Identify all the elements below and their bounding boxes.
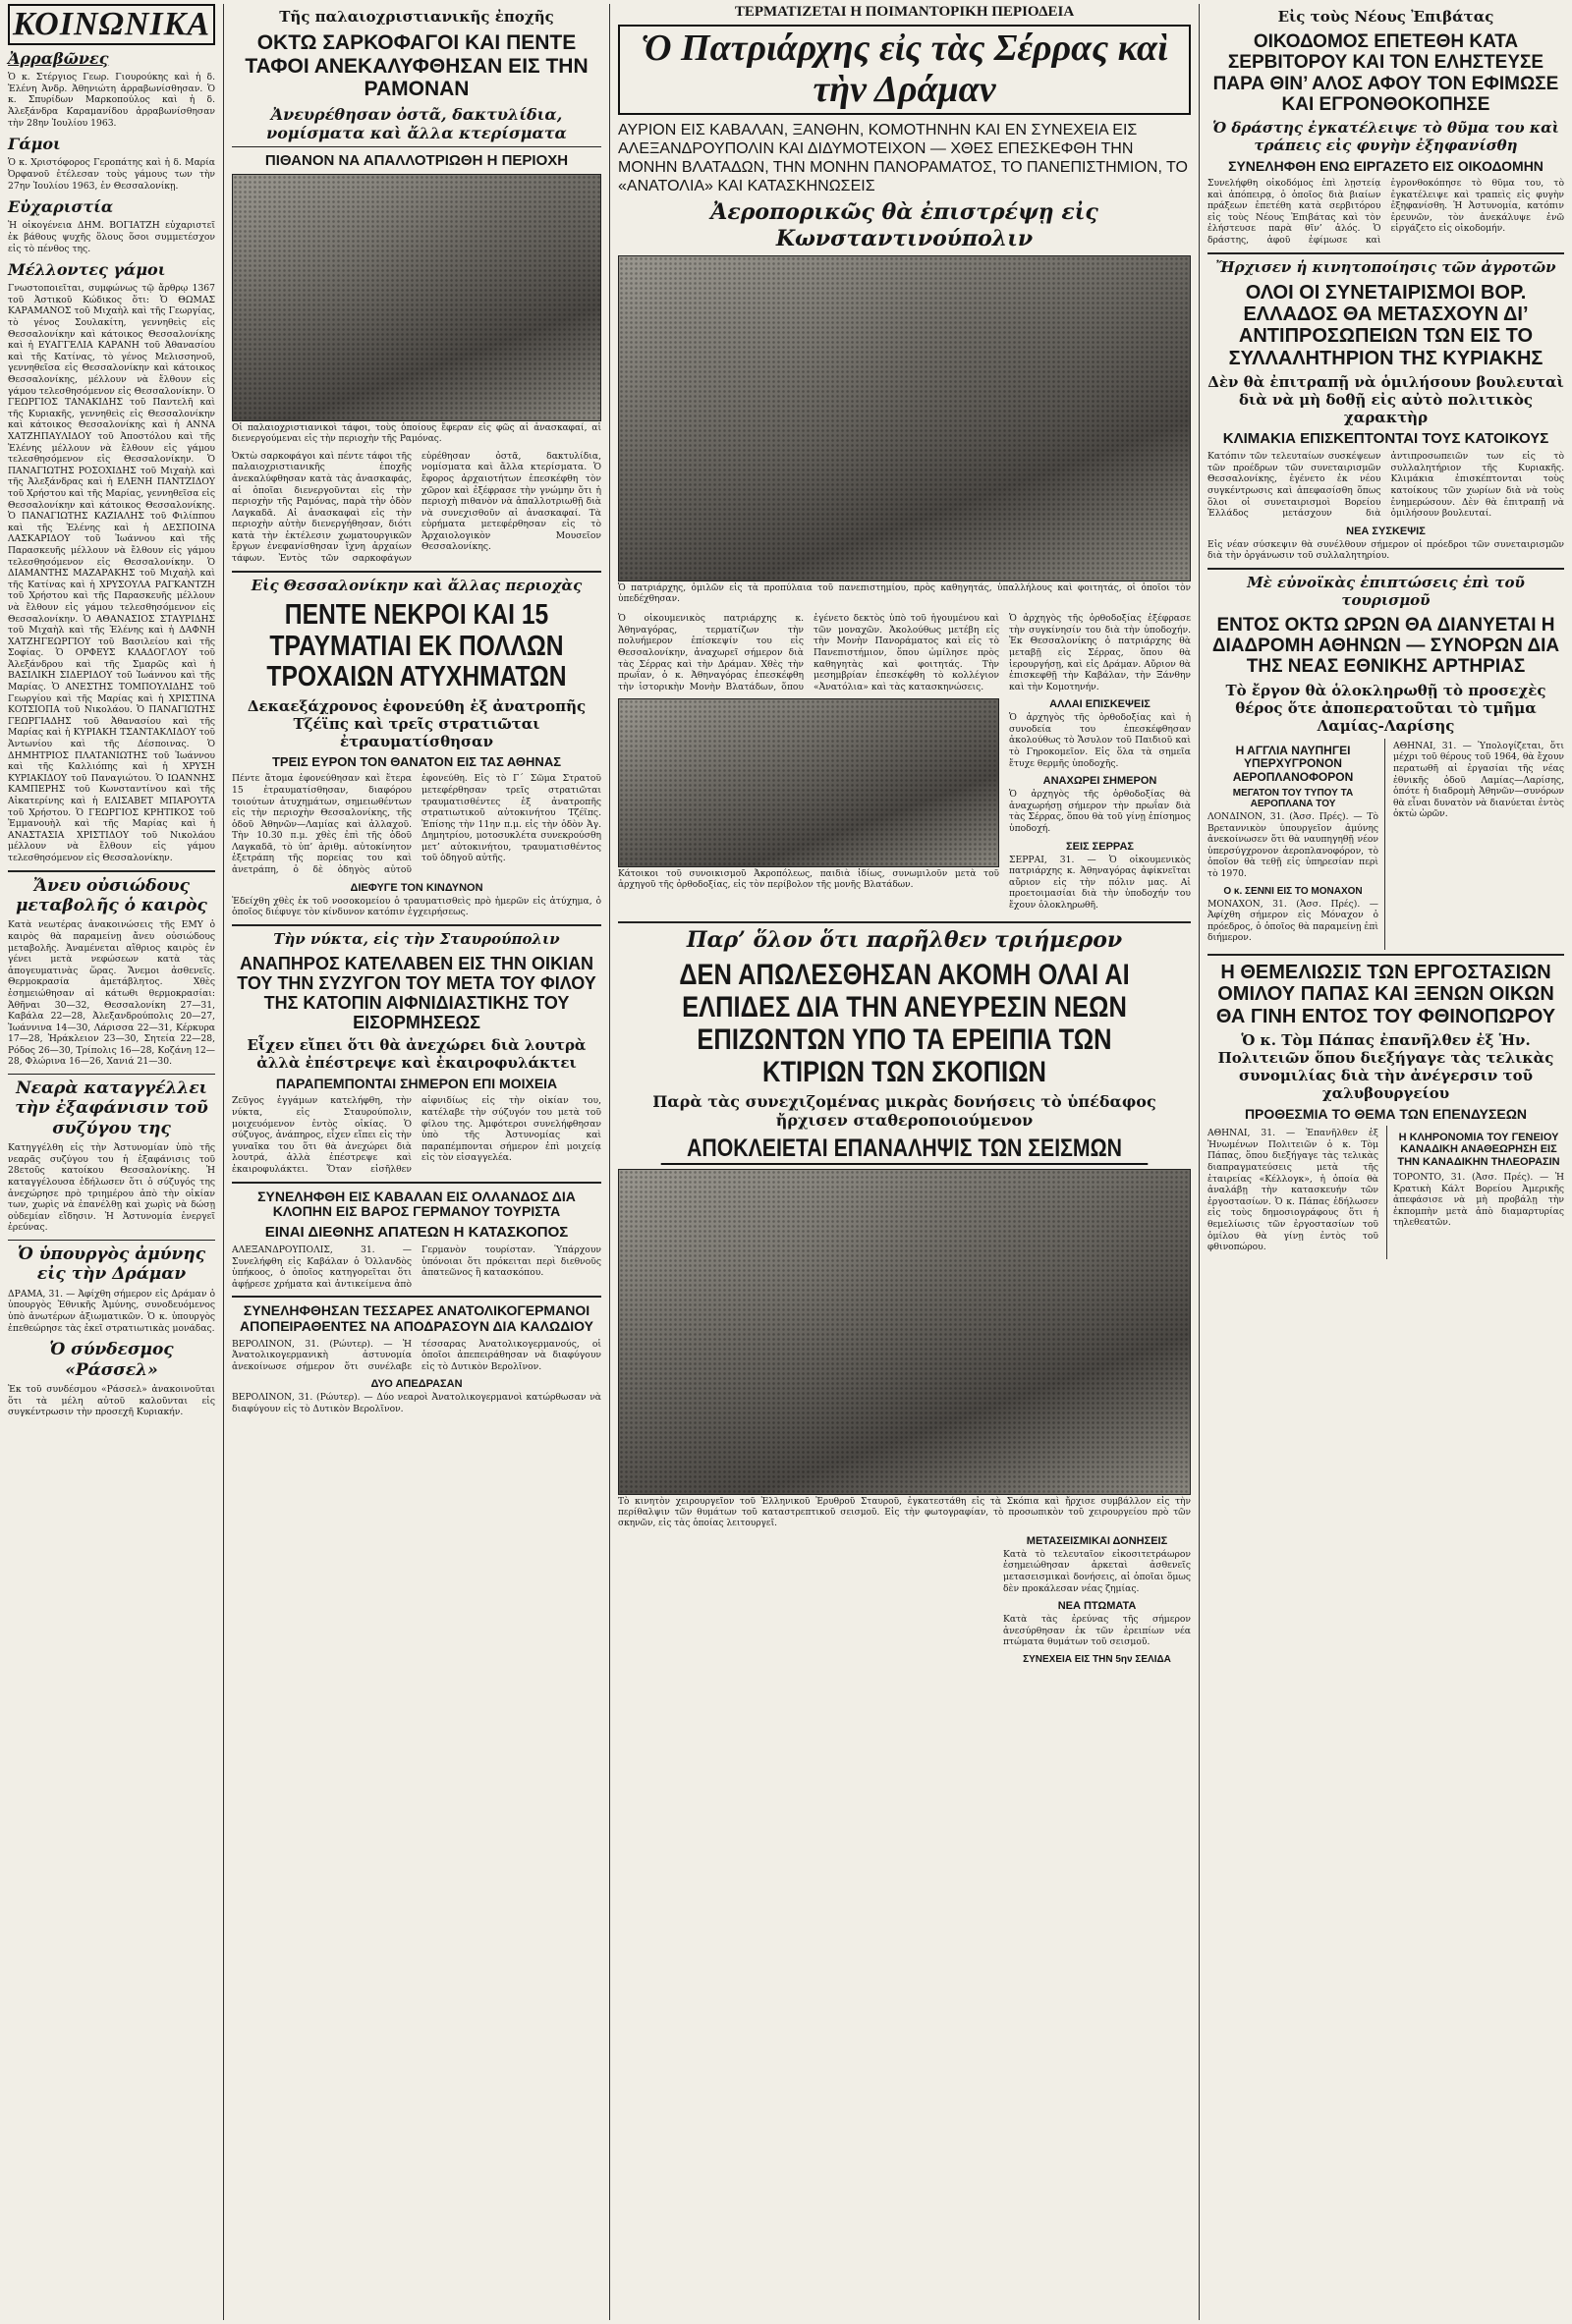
kavala-headline: ΣΥΝΕΛΗΦΘΗ ΕΙΣ ΚΑΒΑΛΑΝ ΕΙΣ ΟΛΛΑΝΔΟΣ ΔΙΑ ΚΛΟΠΗΝ ΕΙΣ ΒΑΡΟΣ ΓΕΡΜΑΝΟΥ ΤΟΥΡΙΣΤΑ — [257, 1188, 576, 1220]
patriarch-article-a: Ὁ οἰκουμενικὸς πατριάρχης κ. Ἀθηναγόρας, τερματίζων τὴν πολυήμερον ἐπίσκεψίν του εἰς Θεσσαλονίκην, ἀναχωρεῖ σήμερον διὰ τὰς Σέρρας καὶ τὴν Δράμαν. Χθὲς τὴν πρωΐαν, ὁ κ. Ἀθηναγόρας ἐπεσκέφθη τὴν ἱστορικὴν Μονὴν Βλατάδων, ὅπου ἐγένετο δεκτὸς ὑπὸ τοῦ ἡγουμένου καὶ τῶν μοναχῶν. Ἀκολούθως μετέβη εἰς τὴν Μονὴν Πανοράματος καὶ εἰς τὸ Πανεπιστήμιον, ὅπου ὡμίλησε πρὸς καθηγητὰς καὶ φοιτητάς. Τὴν μεσημβρίαν ἐπεσκέφθη τὸ κολλέγιον «Ἀνατόλια» καὶ τὰς κατασκηνώσεις. — [618, 613, 999, 692]
sarcophagi-headline: ΟΚΤΩ ΣΑΡΚΟΦΑΓΟΙ ΚΑΙ ΠΕΝΤΕ ΤΑΦΟΙ ΑΝΕΚΑΛΥΦΘΗΣΑΝ ΕΙΣ ΤΗΝ ΡΑΜΟΝΑΝ — [245, 31, 589, 101]
factory-headline: Η ΘΕΜΕΛΙΩΣΙΣ ΤΩΝ ΕΡΓΟΣΤΑΣΙΩΝ ΟΜΙΛΟΥ ΠΑΠΑΣ ΚΑΙ ΞΕΝΩΝ ΟΙΚΩΝ ΘΑ ΓΙΝΗ ΕΝΤΟΣ ΤΟΥ ΦΘΙΝΟΠΩΡΟΥ — [1215, 961, 1556, 1027]
patriarch-deck2: Ἀεροπορικῶς θὰ ἐπιστρέψῃ εἰς Κωνσταντινούπολιν — [710, 199, 1098, 251]
east-germans-headline: ΣΥΝΕΛΗΦΘΗΣΑΝ ΤΕΣΣΑΡΕΣ ΑΝΑΤΟΛΙΚΟΓΕΡΜΑΝΟΙ ΑΠΟΠΕΙΡΑΘΕΝΤΕΣ ΝΑ ΑΠΟΔΡΑΣΟΥΝ ΔΙΑ ΚΑΛΩΔΙΟΥ — [239, 1302, 594, 1335]
skopje-deck: Παρὰ τὰς συνεχιζομένας μικρὰς δονήσεις τὸ ὑπέδαφος ἤρχισεν σταθεροποιούμενον — [652, 1091, 1156, 1131]
waiter-sub: ΣΥΝΕΛΗΦΘΗ ΕΝΩ ΕΙΡΓΑΖΕΤΟ ΕΙΣ ΟΙΚΟΔΟΜΗΝ — [1228, 158, 1544, 175]
patriarch-university-photo — [618, 255, 1191, 581]
night-sub: ΠΑΡΑΠΕΜΠΟΝΤΑΙ ΣΗΜΕΡΟΝ ΕΠΙ ΜΟΙΧΕΙΑ — [275, 1076, 558, 1092]
second-column — [224, 0, 609, 2324]
accidents-deck: Δεκαεξάχρονος ἐφονεύθη ἐξ ἀνατροπῆς Τζέϊπς καὶ τρεῖς στρατιῶται ἐτραυματίσθησαν — [247, 697, 587, 751]
russell-text: Ἐκ τοῦ συνδέσμου «Ράσσελ» ἀνακοινοῦται ὅτι τὰ μέλη αὐτοῦ καλοῦνται εἰς συγκέντρωσιν τὴν προσεχῆ Κυριακήν. — [8, 1383, 215, 1418]
navy-text: ΛΟΝΔΙΝΟΝ, 31. (Ἀσσ. Πρές). — Τὸ Βρεταννικὸν ὑπουργεῖον ἀμύνης ἀνεκοίνωσεν ὅτι θὰ ναυπηγηθῇ νέον ὑπερσύγχρονον ἀεροπλανοφόρον, τὸ ὁποῖον θὰ τεθῇ εἰς ὑπηρεσίαν περὶ τὸ 1970. — [1207, 811, 1378, 880]
russell-title: Ὁ σύνδεσμος «Ράσσελ» — [49, 1340, 174, 1380]
canada-text: ΤΟΡΟΝΤΟ, 31. (Ἀσσ. Πρές). — Ἡ Κρατικὴ Κάλτ Βορείου Ἀμερικῆς ἀπεφάσισε νὰ μὴ προβάλῃ τὴν ἐκπομπὴν μετὰ ἀπὸ διαμαρτυρίας τηλεθεατῶν. — [1393, 1172, 1564, 1229]
kavala-text: ΑΛΕΞΑΝΔΡΟΥΠΟΛΙΣ, 31. — Συνελήφθη εἰς Καβάλαν ὁ Ὁλλανδὸς ὑπήκοος, ὁ ὁποῖος κατηγορεῖται ὅτι ἀφῄρεσε χρήματα καὶ ἀντικείμενα ἀπὸ Γερμανὸν τουρίσταν. Ὑπάρχουν ὑπόνοιαι ὅτι πρόκειται περὶ διεθνοῦς ἀπατεῶνος ἢ κατασκόπου. — [232, 1244, 601, 1290]
aftershocks-sub: ΜΕΤΑΣΕΙΣΜΙΚΑΙ ΔΟΝΗΣΕΙΣ — [1026, 1534, 1168, 1547]
weddings-heading: Γάμοι — [8, 135, 61, 154]
engagements-text: Ὁ κ. Στέργιος Γεωρ. Γιουρούκης καὶ ἡ δ. Ἑλένη Ἀνδρ. Ἀθηνιώτη ἀρραβωνίσθησαν. Ὁ κ. Σπυρίδων Μαρκοπούλος καὶ ἡ δ. Ἀλεξάνδρα Καραμανίδου ἀρραβωνίσθησαν τὴν 28ην Ἰουλίου 1963. — [8, 72, 215, 129]
engagements-heading: Ἀρραβῶνες — [8, 49, 109, 68]
patriarch-children-photo — [618, 698, 999, 867]
night-headline: ΑΝΑΠΗΡΟΣ ΚΑΤΕΛΑΒΕΝ ΕΙΣ ΤΗΝ ΟΙΚΙΑΝ ΤΟΥ ΤΗΝ ΣΥΖΥΓΟΝ ΤΟΥ ΜΕΤΑ ΤΟΥ ΦΙΛΟΥ ΤΗΣ ΚΑΤΟΠΙΝ ΑΙΦΝΙΔΙΑΣΤΙΚΗΣ ΤΟΥ ΕΙΣΟΡΜΗΣΕΩΣ — [237, 953, 596, 1033]
patriarch-photo-caption: Ὁ πατριάρχης, ὁμιλῶν εἰς τὰ προπύλαια τοῦ πανεπιστημίου, πρὸς καθηγητάς, ὑπαλλήλους καὶ φοιτητάς, οἱ ὁποῖοι τὸν ὑπεδέχθησαν. — [618, 583, 1191, 605]
night-deck: Εἶχεν εἴπει ὅτι θὰ ἀνεχώρει διὰ λουτρὰ ἀλλὰ ἐπέστρεψε καὶ ἐκαιροφυλάκτει — [247, 1036, 587, 1073]
factory-deck: Ὁ κ. Τὸμ Πάπας ἐπανῆλθεν ἐξ Ἡν. Πολιτειῶν ὅπου διεξήγαγε τὰς τελικὰς συνομιλίας διὰ τὴν ἀνέγερσιν τοῦ χαλυβουργείου — [1217, 1031, 1554, 1103]
escape-sub: ΔΥΟ ΑΠΕΔΡΑΣΑΝ — [370, 1378, 463, 1391]
departs-sub: ΑΝΑΧΩΡΕΙ ΣΗΜΕΡΟΝ — [1042, 775, 1157, 788]
thanks-heading: Εὐχαριστία — [8, 197, 114, 217]
skopje-headline: ΔΕΝ ΑΠΩΛΕΣΘΗΣΑΝ ΑΚΟΜΗ ΟΛΑΙ ΑΙ ΕΛΠΙΔΕΣ ΔΙΑ ΤΗΝ ΑΝΕΥΡΕΣΙΝ ΝΕΩΝ ΕΠΙΖΩΝΤΩΝ ΥΠΟ ΤΑ ΕΡΕΙΠΙΑ ΤΩΝ ΚΤΙΡΙΩΝ ΤΩΝ ΣΚΟΠΙΩΝ — [679, 958, 1130, 1088]
center-column — [610, 0, 1199, 2324]
farmers-deck: Δὲν θὰ ἐπιτραπῇ νὰ ὁμιλήσουν βουλευταὶ διὰ νὰ μὴ δοθῇ εἰς αὐτὸ πολιτικὸς χαρακτὴρ — [1207, 373, 1564, 427]
accidents-text: Πέντε ἄτομα ἐφονεύθησαν καὶ ἕτερα 15 ἐτραυματίσθησαν, διαφόρου τοιούτων ἀτυχημάτων, σημειωθέντων εἰς τὴν περιοχὴν Θεσσαλονίκης, τῆς ὁδοῦ Ἀθηνῶν—Λαμίας καὶ ἀλλαχοῦ. Τὴν 10.30 π.μ. χθὲς ἐπὶ τῆς ὁδοῦ Λαγκαδᾶ, τὸ ὑπ’ ἀριθμ. αὐτοκίνητον ἐξετράπη τῆς πορείας του καὶ ἀνετράπη, ὁ δὲ ὁδηγὸς αὐτοῦ ἐφονεύθη. Εἰς τὸ Γ΄ Σῶμα Στρατοῦ μετεφέρθησαν τρεῖς στρατιῶται τραυματισθέντες ἐξ ἀνατροπῆς στρατιωτικοῦ αὐτοκινήτου Τζέϊπς. Ἐπίσης τὴν 11ην π.μ. εἰς τὴν ὁδὸν Ἀγ. Δημητρίου, μοτοσυκλέτα συνεκρούσθη μετ’ αὐτοκινήτου, τραυματισθέντος τοῦ ὁδηγοῦ αὐτῆς. — [232, 773, 601, 876]
canada-headline: Η ΚΛΗΡΟΝΟΜΙΑ ΤΟΥ ΓΕΝΕΙΟΥ ΚΑΝΑΔΙΚΗ ΑΝΑΘΕΩΡΗΣΗ ΕΙΣ ΤΗΝ ΚΑΝΑΔΙΚΗΝ ΤΗΛΕΟΡΑΣΙΝ — [1397, 1132, 1560, 1168]
road-text: ΑΘΗΝΑΙ, 31. — Ὑπολογίζεται, ὅτι μέχρι τοῦ θέρους τοῦ 1964, θὰ ἔχουν περατωθῆ αἱ ἐργασίαι τῆς νέας ἐθνικῆς ὁδοῦ Λαμίας—Λαρίσης, ὁπότε ἡ διαδρομὴ Ἀθηνῶν—συνόρων θὰ εἶναι δυνατὸν νὰ διανύεται ἐντὸς ὀκτὼ ὡρῶν. — [1393, 740, 1564, 820]
danger-text: Ἐδείχθη χθὲς ἐκ τοῦ νοσοκομείου ὁ τραυματισθεὶς πρὸ ἡμερῶν εἰς ἀτύχημα, ὁ ὁποῖος διέφυγε τὸν κίνδυνον κατόπιν ἐγχειρήσεως. — [232, 895, 601, 918]
monk-title: Ο κ. ΣΕΝΝΙ ΕΙΣ ΤΟ ΜΟΝΑΧΟΝ — [1223, 885, 1363, 897]
farmers-headline: ΟΛΟΙ ΟΙ ΣΥΝΕΤΑΙΡΙΣΜΟΙ ΒΟΡ. ΕΛΛΑΔΟΣ ΘΑ ΜΕΤΑΣΧΟΥΝ ΔΙ’ ΑΝΤΙΠΡΟΣΩΠΕΙΩΝ ΤΩΝ ΕΙΣ ΤΟ ΣΥΛΛΑΛΗΤΗΡΙΟΝ ΤΗΣ ΚΥΡΙΑΚΗΣ — [1228, 281, 1544, 369]
serres-sub: ΣΕΙΣ ΣΕΡΡΑΣ — [1066, 840, 1134, 853]
other-visits-sub: ΑΛΛΑΙ ΕΠΙΣΚΕΨΕΙΣ — [1049, 698, 1151, 711]
koinonika-masthead: ΚΟΙΝΩΝΙΚΑ — [8, 4, 215, 45]
new-bodies-sub: ΝΕΑ ΠΤΩΜΑΤΑ — [1057, 1600, 1137, 1613]
defence-minister-text: ΔΡΑΜΑ, 31. — Ἀφίχθη σήμερον εἰς Δράμαν ὁ ὑπουργὸς Ἐθνικῆς Ἀμύνης, συνοδευόμενος ὑπὸ ἀνωτέρων ἀξιωματικῶν. Ὁ κ. ὑπουργὸς ἐπεθεώρησε τὰς ἐκεῖ στρατιωτικὰς μονάδας. — [8, 1288, 215, 1334]
patriarch-article-b: Ὁ ἀρχηγὸς τῆς ὀρθοδοξίας ἐξέφρασε τὴν συγκίνησίν του διὰ τὴν ὑποδοχήν. Ἐκ Θεσσαλονίκης ὁ πατριάρχης θὰ μεταβῇ εἰς Σέρρας, ὅπου θὰ ἱερουργήσῃ, καὶ εἰς Δράμαν. Αὔριον θὰ ἐπισκεφθῇ τὴν Καβάλαν, τὴν Ξάνθην καὶ τὴν Κομοτηνήν. — [1009, 613, 1191, 692]
patriarch-deck: ΑΥΡΙΟΝ ΕΙΣ ΚΑΒΑΛΑΝ, ΞΑΝΘΗΝ, ΚΟΜΟΤΗΝΗΝ ΚΑΙ ΕΝ ΣΥΝΕΧΕΙΑ ΕΙΣ ΑΛΕΞΑΝΔΡΟΥΠΟΛΙΝ ΚΑΙ ΔΙΔΥΜΟΤΕΙΧΟΝ — ΧΘΕΣ ΕΠΕΣΚΕΦΘΗ ΤΗΝ ΜΟΝΗΝ ΒΛΑΤΑΔΩΝ, ΤΗΝ ΜΟΝΗΝ ΠΑΝΟΡΑΜΑΤΟΣ, ΤΟ ΠΑΝΕΠΙΣΤΗΜΙΟΝ, ΤΟ «ΑΝΑΤΟΛΙΑ» ΚΑΙ ΚΑΤΑΣΚΗΝΩΣΕΙΣ — [618, 121, 1188, 195]
right-column — [1200, 0, 1572, 2324]
patriarch-kicker: ΤΕΡΜΑΤΙΖΕΤΑΙ Η ΠΟΙΜΑΝΤΟΡΙΚΗ ΠΕΡΙΟΔΕΙΑ — [734, 4, 1075, 20]
danger-sub: ΔΙΕΦΥΓΕ ΤΟΝ ΚΙΝΔΥΝΟΝ — [350, 881, 483, 894]
waiter-deck: Ὁ δράστης ἐγκατέλειψε τὸ θῦμα του καὶ τράπεις εἰς φυγὴν ἐξηφανίσθη — [1212, 119, 1559, 155]
navy-sub: ΜΕΓΑΤΟΝ ΤΟΥ ΤΥΠΟΥ ΤΑ ΑΕΡΟΠΛΑΝΑ ΤΟΥ — [1232, 788, 1354, 810]
accidents-headline: ΠΕΝΤΕ ΝΕΚΡΟΙ ΚΑΙ 15 ΤΡΑΥΜΑΤΙΑΙ ΕΚ ΠΟΛΛΩΝ ΤΡΟΧΑΙΩΝ ΑΤΥΧΗΜΑΤΩΝ — [266, 598, 567, 693]
other-visits-text: Ὁ ἀρχηγὸς τῆς ὀρθοδοξίας καὶ ἡ συνοδεία του ἐπεσκέφθησαν ἀκολούθως τὸ Ἄσυλον τοῦ Παιδιοῦ καὶ τὸ Γηροκομεῖον. Εἰς ὅλα τὰ σημεῖα ἔτυχε θερμῆς ὑποδοχῆς. — [1009, 712, 1191, 769]
social-column — [0, 0, 223, 2324]
night-text: Ζεῦγος ἐγγάμων κατελήφθη, τὴν νύκτα, εἰς Σταυρούπολιν, μοιχευόμενον ἐντὸς οἰκίας. Ὁ σύζυγος, ἀνάπηρος, εἶχεν εἴπει εἰς τὴν γυναῖκα του ὅτι θὰ ἀνεχώρει διὰ λουτρά, ἀλλὰ ἐπέστρεψε καὶ ἐκαιροφυλάκτει. Ὅταν εἰσῆλθεν αἰφνιδίως εἰς τὴν οἰκίαν του, κατέλαβε τὴν σύζυγόν του μετὰ τοῦ φίλου της. Ἀμφότεροι συνελήφθησαν ὑπὸ τῆς Ἀστυνομίας καὶ παραπέμπονται σήμερον ἐπὶ μοιχείᾳ εἰς τὸν εἰσαγγελέα. — [232, 1095, 601, 1176]
patriarch-photo2-caption: Κάτοικοι τοῦ συνοικισμοῦ Ἀκροπόλεως, παιδιὰ ἰδίως, συνωμιλοῦν μετὰ τοῦ ἀρχηγοῦ τῆς ὀρθοδοξίας, εἰς τὸν περίβολον τῆς μονῆς Βλατάδων. — [618, 869, 999, 891]
aftershocks-text: Κατὰ τὸ τελευταῖον εἰκοσιτετράωρον ἐσημειώθησαν ἀρκεταὶ ἀσθενεῖς μετασεισμικαὶ δονήσεις, αἱ ὁποῖαι ὅμως δὲν προκάλεσαν νέας ζημίας. — [1003, 1548, 1191, 1594]
future-weddings-heading: Μέλλοντες γάμοι — [8, 260, 166, 280]
missing-husband-text: Κατηγγέλθη εἰς τὴν Ἀστυνομίαν ὑπὸ τῆς νεαρᾶς συζύγου του ἡ ἐξαφάνισις τοῦ 28ετοῦς κατοίκου Θεσσαλονίκης. Ἡ καταγγέλουσα ἐδήλωσεν ὅτι ὁ σύζυγός της ἀνεχώρησε πρὸ τριημέρου ἀπὸ τὴν οἰκίαν των, χωρὶς νὰ ἐπανέλθῃ καὶ χωρὶς νὰ δώσῃ οὐδεμίαν εἴδησιν. Ἡ Ἀστυνομία ἐνεργεῖ ἐρεύνας. — [8, 1142, 215, 1234]
east-germans-text: ΒΕΡΟΛΙΝΟΝ, 31. (Ρώυτερ). — Ἡ Ἀνατολικογερμανικὴ ἀστυνομία ἀνεκοίνωσε σήμερον ὅτι συνέλαβε τέσσαρας Ἀνατολικογερμανούς, οἱ ὁποῖοι ἀπεπειράθησαν νὰ διαφύγουν εἰς τὸ Δυτικὸν Βερολῖνον. — [232, 1338, 601, 1372]
waiter-kicker: Εἰς τοὺς Νέους Ἐπιβάτας — [1277, 8, 1494, 26]
escape-text: ΒΕΡΟΛΙΝΟΝ, 31. (Ρώυτερ). — Δύο νεαροὶ Ἀνατολικογερμανοὶ κατώρθωσαν νὰ διαφύγουν εἰς τὸ Δυτικὸν Βερολῖνον. — [232, 1392, 601, 1415]
new-meeting-sub: ΝΕΑ ΣΥΣΚΕΨΙΣ — [1346, 525, 1426, 537]
navy-headline: Η ΑΓΓΛΙΑ ΝΑΥΠΗΓΕΙ ΥΠΕΡΧΥΓΡΟΝΟΝ ΑΕΡΟΠΛΑΝΟΦΟΡΟΝ — [1232, 743, 1354, 784]
night-kicker: Τὴν νύκτα, εἰς τὴν Σταυρούπολιν — [273, 929, 560, 948]
weather-title: Ἄνευ οὐσιώδους μεταβολῆς ὁ καιρὸς — [16, 875, 207, 915]
red-cross-caption: Τὸ κινητὸν χειρουργεῖον τοῦ Ἑλληνικοῦ Ἐρυθροῦ Σταυροῦ, ἐγκατεστάθη εἰς τὰ Σκόπια καὶ ἤρχισε συμβάλλον εἰς τὴν περίθαλψιν τῶν θυμάτων τοῦ καταστρεπτικοῦ σεισμοῦ. Εἰς τὴν φωτογραφίαν, τὸ προσωπικὸν τοῦ χειρουργείου πρὸ τῶν σκηνῶν, εἰς τὰς ὁποίας λειτουργεῖ. — [618, 1496, 1191, 1528]
factory-sub: ΠΡΟΘΕΣΜΙΑ ΤΟ ΘΕΜΑ ΤΩΝ ΕΠΕΝΔΥΣΕΩΝ — [1244, 1106, 1528, 1123]
sarcophagi-kicker: Τῆς παλαιοχριστιανικῆς ἐποχῆς — [279, 8, 554, 26]
continued-notice: ΣΥΝΕΧΕΙΑ ΕΙΣ ΤΗΝ 5ην ΣΕΛΙΔΑ — [1023, 1654, 1171, 1666]
red-cross-photo — [618, 1169, 1191, 1495]
waiter-text: Συνελήφθη οἰκοδόμος ἐπὶ λῃστείᾳ καὶ ἀπόπειρᾳ, ὁ ὁποῖος διὰ βιαίων πράξεων ἐπετέθη κατὰ σερβιτόρου εἰς τοὺς Νέους Ἐπιβάτας καὶ τὸν ἐλήστευσε παρὰ θῖν’ ἁλός. Ὁ δράστης, ἀφοῦ ἐφίμωσε καὶ ἐγρονθοκόπησε τὸ θῦμα του, τὸ ἐγκατέλειψε καὶ τραπεὶς εἰς φυγὴν ἐξηφανίσθη. Ἡ Ἀστυνομία, κατόπιν ἐρευνῶν, τὸν ἀνεκάλυψε ἐνῶ εἰργάζετο εἰς οἰκοδομήν. — [1207, 178, 1564, 247]
road-deck: Τὸ ἔργον θὰ ὁλοκληρωθῇ τὸ προσεχὲς θέρος ὅτε ἀποπερατοῦται τὸ τμῆμα Λαμίας-Λαρίσης — [1225, 681, 1546, 735]
sarcophagi-deck: Ἀνευρέθησαν ὀστᾶ, δακτυλίδια, νομίσματα καὶ ἄλλα κτερίσματα — [266, 104, 567, 142]
accidents-sub: ΤΡΕΙΣ ΕΥΡΟΝ ΤΟΝ ΘΑΝΑΤΟΝ ΕΙΣ ΤΑΣ ΑΘΗΝΑΣ — [271, 754, 562, 770]
thanks-text: Ἡ οἰκογένεια ΔΗΜ. ΒΟΓΙΑΤΖΗ εὐχαριστεῖ ἐκ βάθους ψυχῆς ὅλους ὅσοι συμμετέσχον εἰς τὸ πένθος της. — [8, 220, 215, 254]
missing-husband-title: Νεαρὰ καταγγέλλει τὴν ἐξαφάνισιν τοῦ συζύγου της — [15, 1079, 208, 1138]
skopje-kicker: Παρ’ ὅλον ὅτι παρῆλθεν τριήμερον — [686, 926, 1123, 953]
tombs-photo — [232, 174, 601, 421]
serres-text: ΣΕΡΡΑΙ, 31. — Ὁ οἰκουμενικὸς πατριάρχης κ. Ἀθηναγόρας ἀφίκνεῖται αὔριον εἰς τὴν πόλιν μας. Αἱ προετοιμασίαι διὰ τὴν ὑποδοχήν του ἔχουν ὁλοκληρωθῆ. — [1009, 854, 1191, 911]
weather-text: Κατὰ νεωτέρας ἀνακοινώσεις τῆς ΕΜΥ ὁ καιρὸς θὰ παραμείνῃ ἄνευ οὐσιώδους μεταβολῆς. Ἀναμένεται αἴθριος καιρὸς ἐν γένει μετὰ νεφώσεων κατὰ τὰς ἀπογευματινὰς ὥρας. Ἄνεμοι ἀσθενεῖς. Θερμοκρασία ἀμετάβλητος. Χθὲς ἐσημειώθησαν αἱ κάτωθι θερμοκρασίαι: Ἀθῆναι 30—32, Θεσσαλονίκη 27—31, Καβάλα 22—28, Ἀλεξανδρούπολις 20—27, Ἰωάννινα 14—30, Λάρισσα 22—31, Κέρκυρα 17—28, Ἡράκλειον 23—30, Σητεία 22—28, Ρόδος 26—30, Τρίπολις 16—28, Κοζάνη 12—28, Φλώρινα 16—26, Χανιά 21—30. — [8, 919, 215, 1068]
accidents-kicker: Εἰς Θεσσαλονίκην καὶ ἄλλας περιοχὰς — [251, 576, 583, 594]
skopje-text — [618, 1537, 993, 1659]
road-headline: ΕΝΤΟΣ ΟΚΤΩ ΩΡΩΝ ΘΑ ΔΙΑΝΥΕΤΑΙ Η ΔΙΑΔΡΟΜΗ ΑΘΗΝΩΝ — ΣΥΝΟΡΩΝ ΔΙΑ ΤΗΣ ΝΕΑΣ ΕΘΝΙΚΗΣ ΑΡΤΗΡΙΑΣ — [1211, 614, 1560, 678]
weddings-text: Ὁ κ. Χριστόφορος Γεροπάτης καὶ ἡ δ. Μαρία Ὀρφανοῦ ἐτέλεσαν τοὺς γάμους των τὴν 27ην Ἰουλίου 1963, ἐν Θεσσαλονίκῃ. — [8, 157, 215, 192]
new-bodies-text: Κατὰ τὰς ἐρεύνας τῆς σήμερον ἀνεσύρθησαν ἐκ τῶν ἐρειπίων νέα πτώματα θυμάτων τοῦ σεισμοῦ. — [1003, 1614, 1191, 1648]
monk-text: ΜΟΝΑΧΟΝ, 31. (Ἀσσ. Πρές). — Ἀφίχθη σήμερον εἰς Μόναχον ὁ πρόεδρος, ὁ ὁποῖος θὰ παραμείνῃ ἐπὶ διήμερον. — [1207, 898, 1378, 944]
factory-text: ΑΘΗΝΑΙ, 31. — Ἐπανῆλθεν ἐξ Ἡνωμένων Πολιτειῶν ὁ κ. Τὸμ Πάπας, ὅπου διεξήγαγε τὰς τελικὰς διαπραγματεύσεις μετὰ τῆς ἑταιρείας «Κέλλογκ», ἡ ὁποία θὰ ἀναλάβῃ τὴν κατασκευήν τῶν ἐργοστασίων. Ὁ κ. Πάπας ἐδήλωσεν εἰς τοὺς δημοσιογράφους ὅτι ἡ θεμελίωσις τῶν ἐργοστασίων τοῦ ὁμίλου θὰ γίνῃ ἐντὸς τοῦ φθινοπώρου. — [1207, 1128, 1378, 1253]
farmers-kicker: Ἤρχισεν ἡ κινητοποίησις τῶν ἀγροτῶν — [1215, 257, 1556, 276]
sarcophagi-deck2: ΠΙΘΑΝΟΝ ΝΑ ΑΠΑΛΛΟΤΡΙΩΘΗ Η ΠΕΡΙΟΧΗ — [264, 151, 569, 169]
future-weddings-text: Γνωστοποιεῖται, συμφώνως τῷ ἄρθρῳ 1367 τοῦ Ἀστικοῦ Κώδικος ὅτι: Ὁ ΘΩΜΑΣ ΚΑΡΑΜΑΝΟΣ τοῦ Μιχαὴλ καὶ τῆς Γεωργίας, τὸ γένος Σουλακίτη, γεννηθεὶς εἰς Θεσσαλονίκην καὶ κάτοικος Θεσσαλονίκης καὶ ἡ ΕΥΑΓΓΕΛΙΑ ΚΑΡΑΝΗ τοῦ Ἀθανασίου καὶ τῆς Κατίνας, τὸ γένος Μελισσηνοῦ, γεννηθεῖσα εἰς Θεσσαλονίκην καὶ κάτοικος Θεσσαλονίκης, μέλλουν νὰ ἔλθουν εἰς γάμου τελεσθησόμενον εἰς Θεσσαλονίκην. Ὁ ΓΕΩΡΓΙΟΣ ΤΑΝΑΚΙΔΗΣ τοῦ Παντελῆ καὶ τῆς Κυριακῆς, γεννηθεὶς εἰς Θεσσαλονίκην καὶ κάτοικος Θεσσαλονίκης καὶ ἡ ΑΝΝΑ ΧΑΤΖΗΠΑΥΛΙΔΟΥ τοῦ Ἀποστόλου καὶ τῆς Ἑλένης μέλλουν νὰ ἔλθουν εἰς γάμου τελεσθησόμενον εἰς Θεσσαλονίκην. Ὁ ΠΑΝΑΓΙΩΤΗΣ ΡΟΣΟΧΙΔΗΣ τοῦ Μιχαὴλ καὶ τῆς Ἀλεξάνδρας καὶ ἡ ΕΛΕΝΗ ΠΑΝΤΖΙΔΟΥ τοῦ Χρήστου καὶ τῆς Μαρίας, γεννηθεῖσα εἰς Θεσσαλονίκην καὶ κάτοικος Θεσσαλονίκης. Ὁ ΠΑΝΑΓΙΩΤΗΣ ΚΑΖΙΑΛΗΣ τοῦ Φιλίππου καὶ τῆς Ἑλένης καὶ ἡ ΔΕΣΠΟΙΝΑ ΛΑΣΚΑΡΙΔΟΥ τοῦ Ἰωάννου καὶ τῆς Παρασκευῆς μέλλουν νὰ ἔλθουν εἰς γάμου τελεσθησόμενον εἰς Θεσσαλονίκην. Ὁ ΔΙΑΜΑΝΤΗΣ ΜΑΖΑΡΑΚΗΣ τοῦ Μιχαὴλ καὶ τῆς Κατίνας καὶ ἡ ΧΡΥΣΟΥΛΑ ΡΑΓΚΑΝΤΖΗ τοῦ Χρήστου καὶ τῆς Παρασκευῆς μέλλουν νὰ ἔλθουν εἰς γάμου τελεσθησόμενον εἰς Θεσσαλονίκην. Ὁ ΑΘΑΝΑΣΙΟΣ ΣΤΑΥΡΙΔΗΣ τοῦ Μιχαὴλ καὶ τῆς Ἑλένης καὶ ἡ ΔΑΦΝΗ ΧΑΤΖΗΓΕΩΡΓΙΟΥ τοῦ Βασιλείου καὶ τῆς Σοφίας. Ὁ ΟΡΦΕΥΣ ΚΛΑΔΟΓΛΟΥ τοῦ Ἀλεξάνδρου καὶ τῆς Σμαρῶς καὶ ἡ ΒΑΣΙΛΙΚΗ ΣΙΔΕΡΙΔΟΥ τοῦ Ἰωάννου καὶ τῆς Μαρίας. Ὁ ΑΝΕΣΤΗΣ ΤΟΜΠΟΥΛΙΔΗΣ τοῦ Γεωργίου καὶ τῆς Μαρίας καὶ ἡ ΧΡΙΣΤΙΝΑ ΚΟΤΣΙΟΠΑ τοῦ Νικολάου. Ὁ ΠΑΝΑΓΙΩΤΗΣ ΓΕΩΡΓΙΑΔΗΣ τοῦ Ἀθανασίου καὶ τῆς Μαρίας καὶ ἡ ΚΥΡΙΑΚΗ ΤΣΑΝΤΑΚΛΙΔΟΥ τοῦ Ἀντωνίου καὶ τῆς Δέσποινας. Ὁ ΔΗΜΗΤΡΙΟΣ ΠΛΑΤΑΝΙΩΤΗΣ τοῦ Ἰωάννου καὶ τῆς Καλλιόπης καὶ ἡ ΧΡΥΣΗ ΚΥΡΙΑΚΙΔΟΥ τοῦ Παναγιώτου. Ὁ ΙΩΑΝΝΗΣ ΚΑΜΠΕΡΗΣ τοῦ Κωνσταντίνου καὶ τῆς Αἰκατερίνης καὶ ἡ ΕΛΙΣΑΒΕΤ ΜΠΑΡΟΥΤΑ τοῦ Χρήστου. Ὁ ΓΕΩΡΓΙΟΣ ΚΡΗΤΙΚΟΣ τοῦ Ἐμμανουὴλ καὶ τῆς Μαρίας καὶ ἡ ΑΝΑΣΤΑΣΙΑ ΧΡΙΣΤΙΔΟΥ τοῦ Νικολάου μέλλουν νὰ ἔλθουν εἰς γάμου τελεσθησόμενον εἰς Θεσσαλονίκην. — [8, 283, 215, 863]
road-kicker: Μὲ εὐνοϊκὰς ἐπιπτώσεις ἐπὶ τοῦ τουρισμοῦ — [1247, 573, 1525, 609]
farmers-text: Κατόπιν τῶν τελευταίων συσκέψεων τῶν προέδρων τῶν συνεταιρισμῶν Θεσσαλονίκης, ἐγένετο ἐκ νέου συγκέντρωσις καὶ ἀπεφασίσθη ὅπως ὅλοι οἱ συνεταιρισμοὶ Βορείου Ἑλλάδος μετάσχουν διὰ ἀντιπροσωπειῶν των εἰς τὸ συλλαλητήριον τῆς Κυριακῆς. Κλιμάκια ἐπισκέπτονται τοὺς κατοίκους τῶν χωρίων διὰ νὰ τοὺς ἐνημερώσουν. Δὲν θὰ ἐπιτραπῇ νὰ ὁμιλήσουν βουλευταί. — [1207, 451, 1564, 520]
farmers-sub: ΚΛΙΜΑΚΙΑ ΕΠΙΣΚΕΠΤΟΝΤΑΙ ΤΟΥΣ ΚΑΤΟΙΚΟΥΣ — [1222, 430, 1549, 448]
tombs-photo-caption: Οἱ παλαιοχριστιανικοὶ τάφοι, τοὺς ὁποίους ἔφεραν εἰς φῶς αἱ ἀνασκαφαί, αἱ διενεργούμεναι εἰς τὴν περιοχὴν τῆς Ραμόνας. — [232, 422, 601, 444]
sarcophagi-article: Ὀκτὼ σαρκοφάγοι καὶ πέντε τάφοι τῆς παλαιοχριστιανικῆς ἐποχῆς ἀνεκαλύφθησαν κατὰ τὰς ἀνασκαφάς, αἱ ὁποῖαι διενεργοῦνται εἰς τὴν περιοχὴν τῆς Ραμόνας, παρὰ τὴν ὁδὸν Λαγκαδᾶ. Αἱ ἀνασκαφαὶ εἰς τὴν περιοχὴν αὐτὴν διενεργήθησαν, διότι κατὰ τὴν ἐκτέλεσιν χωματουργικῶν ἔργων ἐνεφανίσθησαν ἴχνη ἀρχαίων τάφων. Ἐντὸς τῶν σαρκοφάγων εὑρέθησαν ὀστᾶ, δακτυλίδια, νομίσματα καὶ ἄλλα κτερίσματα. Ὁ ἔφορος ἀρχαιοτήτων ἐπεσκέφθη τὸν χῶρον καὶ ἐξέφρασε τὴν γνώμην ὅτι ἡ περιοχὴ πιθανὸν νὰ ἀπαλλοτριωθῇ διὰ νὰ συνεχισθοῦν αἱ ἀνασκαφαί. Τὰ εὑρήματα μετεφέρθησαν εἰς τὸ Ἀρχαιολογικὸν Μουσεῖον Θεσσαλονίκης. — [232, 450, 601, 565]
departs-text: Ὁ ἀρχηγὸς τῆς ὀρθοδοξίας θὰ ἀναχωρήσῃ σήμερον τὴν πρωΐαν διὰ τὰς Σέρρας, ὅπου θὰ τοῦ γίνῃ ἐπίσημος ὑποδοχή. — [1009, 789, 1191, 835]
waiter-headline: ΟΙΚΟΔΟΜΟΣ ΕΠΕΤΕΘΗ ΚΑΤΑ ΣΕΡΒΙΤΟΡΟΥ ΚΑΙ ΤΟΝ ΕΛΗΣΤΕΥΣΕ ΠΑΡΑ ΘΙΝ’ ΑΛΟΣ ΑΦΟΥ ΤΟΝ ΕΦΙΜΩΣΕ ΚΑΙ ΕΓΡΟΝΘΟΚΟΠΗΣΕ — [1212, 31, 1559, 115]
skopje-sub: ΑΠΟΚΛΕΙΕΤΑΙ ΕΠΑΝΑΛΗΨΙΣ ΤΩΝ ΣΕΙΣΜΩΝ — [661, 1135, 1149, 1165]
new-meeting-text: Εἰς νέαν σύσκεψιν θὰ συνέλθουν σήμερον οἱ πρόεδροι τῶν συνεταιρισμῶν διὰ τὴν ὀργάνωσιν τοῦ συλλαλητηρίου. — [1207, 538, 1564, 562]
defence-minister-title: Ὁ ὑπουργὸς ἀμύνης εἰς τὴν Δράμαν — [17, 1244, 206, 1285]
kavala-sub: ΕΙΝΑΙ ΔΙΕΘΝΗΣ ΑΠΑΤΕΩΝ Η ΚΑΤΑΣΚΟΠΟΣ — [264, 1223, 569, 1241]
patriarch-headline: Ὁ Πατριάρχης εἰς τὰς Σέρρας καὶ τὴν Δράμαν — [618, 25, 1191, 115]
